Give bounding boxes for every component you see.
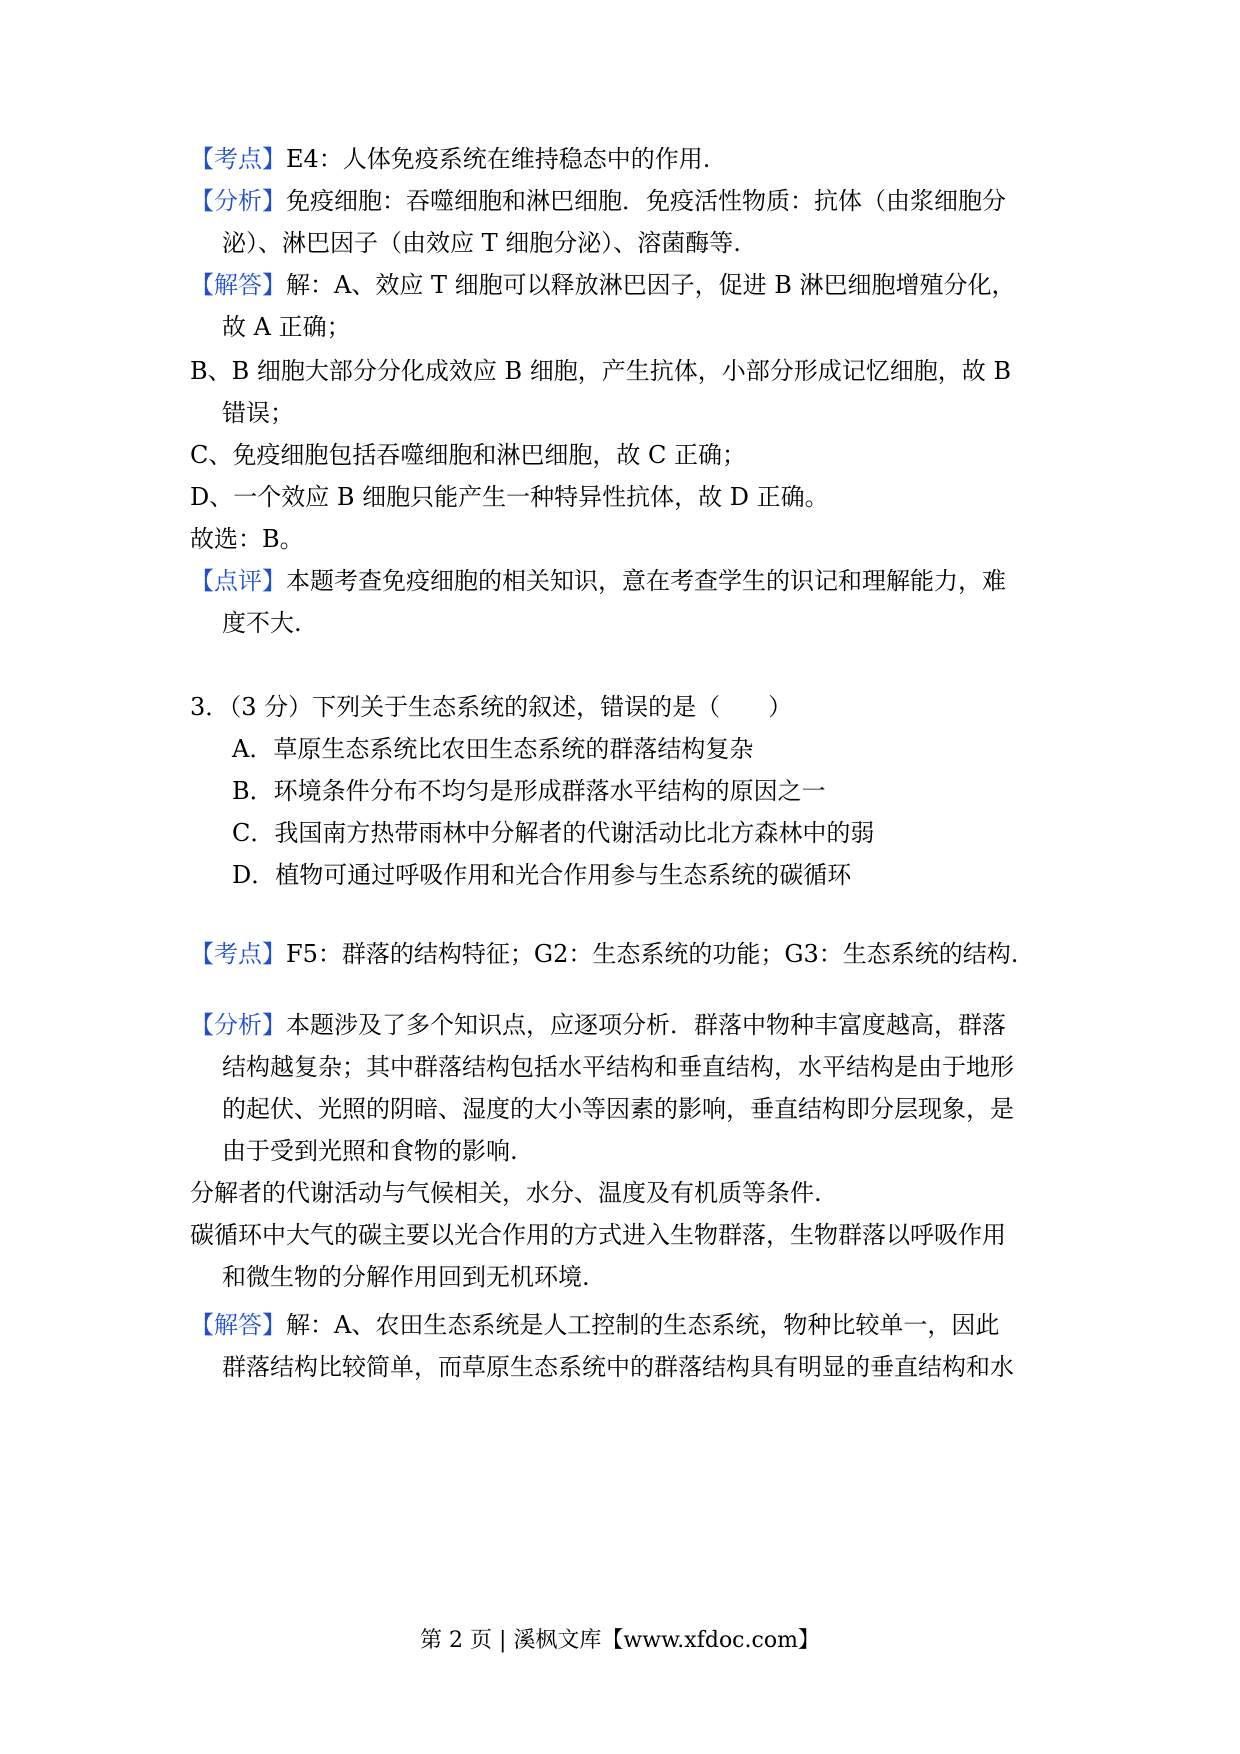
q3-fenxi-tag: 【分析】 bbox=[190, 1011, 286, 1039]
jieda-tag: 【解答】 bbox=[190, 271, 286, 299]
option-d-analysis: D、一个效应 B 细胞只能产生一种特异性抗体，故 D 正确。 bbox=[190, 483, 829, 511]
question-3-stem: 3．（3 分）下列关于生态系统的叙述，错误的是（ ） bbox=[190, 693, 793, 721]
q3-kaodian-line bbox=[190, 937, 1070, 971]
q3-para-carbon-cont: 和微生物的分解作用回到无机环境. bbox=[222, 1263, 590, 1291]
jieda-line bbox=[190, 268, 1070, 302]
option-b-analysis-cont: 错误； bbox=[222, 399, 294, 427]
q3-jieda-text: 解：A、农田生态系统是人工控制的生态系统，物种比较单一，因此 bbox=[286, 1311, 1000, 1339]
q3-kaodian-tag: 【考点】 bbox=[190, 940, 286, 968]
q3-fenxi-line bbox=[190, 1008, 1070, 1042]
q3-para-decomposer: 分解者的代谢活动与气候相关，水分、温度及有机质等条件. bbox=[190, 1179, 822, 1207]
kaodian-text: E4：人体免疫系统在维持稳态中的作用. bbox=[286, 145, 711, 173]
q3-jieda-tag: 【解答】 bbox=[190, 1311, 286, 1339]
q3-option-c: C．我国南方热带雨林中分解者的代谢活动比北方森林中的弱 bbox=[232, 819, 875, 847]
kaodian-tag: 【考点】 bbox=[190, 145, 286, 173]
dianping-tag: 【点评】 bbox=[190, 567, 286, 595]
jieda-text: 解：A、效应 T 细胞可以释放淋巴因子，促进 B 淋巴细胞增殖分化， bbox=[286, 271, 1016, 299]
q3-jieda-cont: 群落结构比较简单，而草原生态系统中的群落结构具有明显的垂直结构和水 bbox=[222, 1353, 1014, 1381]
q3-option-b: B．环境条件分布不均匀是形成群落水平结构的原因之一 bbox=[232, 777, 826, 805]
fenxi-cont: 泌）、淋巴因子（由效应 T 细胞分泌）、溶菌酶等. bbox=[222, 229, 741, 257]
page-footer: 第 2 页 | 溪枫文库【www.xfdoc.com】 bbox=[420, 1628, 820, 1653]
jieda-cont: 故 A 正确； bbox=[222, 313, 351, 341]
option-c-analysis: C、免疫细胞包括吞噬细胞和淋巴细胞，故 C 正确； bbox=[190, 441, 746, 469]
q3-option-a: A．草原生态系统比农田生态系统的群落结构复杂 bbox=[232, 735, 754, 763]
q3-jieda-line bbox=[190, 1308, 1070, 1342]
q3-fenxi-text: 本题涉及了多个知识点，应逐项分析．群落中物种丰富度越高，群落 bbox=[286, 1011, 1006, 1039]
q3-fenxi-cont-3: 由于受到光照和食物的影响. bbox=[222, 1137, 518, 1165]
dianping-cont: 度不大. bbox=[222, 609, 302, 637]
dianping-line bbox=[190, 564, 1070, 598]
fenxi-text: 免疫细胞：吞噬细胞和淋巴细胞．免疫活性物质：抗体（由浆细胞分 bbox=[286, 187, 1006, 215]
dianping-text: 本题考查免疫细胞的相关知识，意在考查学生的识记和理解能力，难 bbox=[286, 567, 1006, 595]
q3-para-carbon: 碳循环中大气的碳主要以光合作用的方式进入生物群落，生物群落以呼吸作用 bbox=[190, 1221, 1006, 1249]
q3-fenxi-cont-2: 的起伏、光照的阴暗、湿度的大小等因素的影响，垂直结构即分层现象，是 bbox=[222, 1095, 1014, 1123]
option-b-analysis: B、B 细胞大部分分化成效应 B 细胞，产生抗体，小部分形成记忆细胞，故 B bbox=[190, 357, 1012, 385]
q3-kaodian-text: F5：群落的结构特征；G2：生态系统的功能；G3：生态系统的结构. bbox=[286, 940, 1019, 968]
kaodian-line bbox=[190, 142, 1070, 176]
answer-choice: 故选：B。 bbox=[190, 525, 304, 553]
fenxi-tag: 【分析】 bbox=[190, 187, 286, 215]
fenxi-line bbox=[190, 184, 1070, 218]
q3-fenxi-cont-1: 结构越复杂；其中群落结构包括水平结构和垂直结构，水平结构是由于地形 bbox=[222, 1053, 1014, 1081]
q3-option-d: D．植物可通过呼吸作用和光合作用参与生态系统的碳循环 bbox=[232, 861, 852, 889]
